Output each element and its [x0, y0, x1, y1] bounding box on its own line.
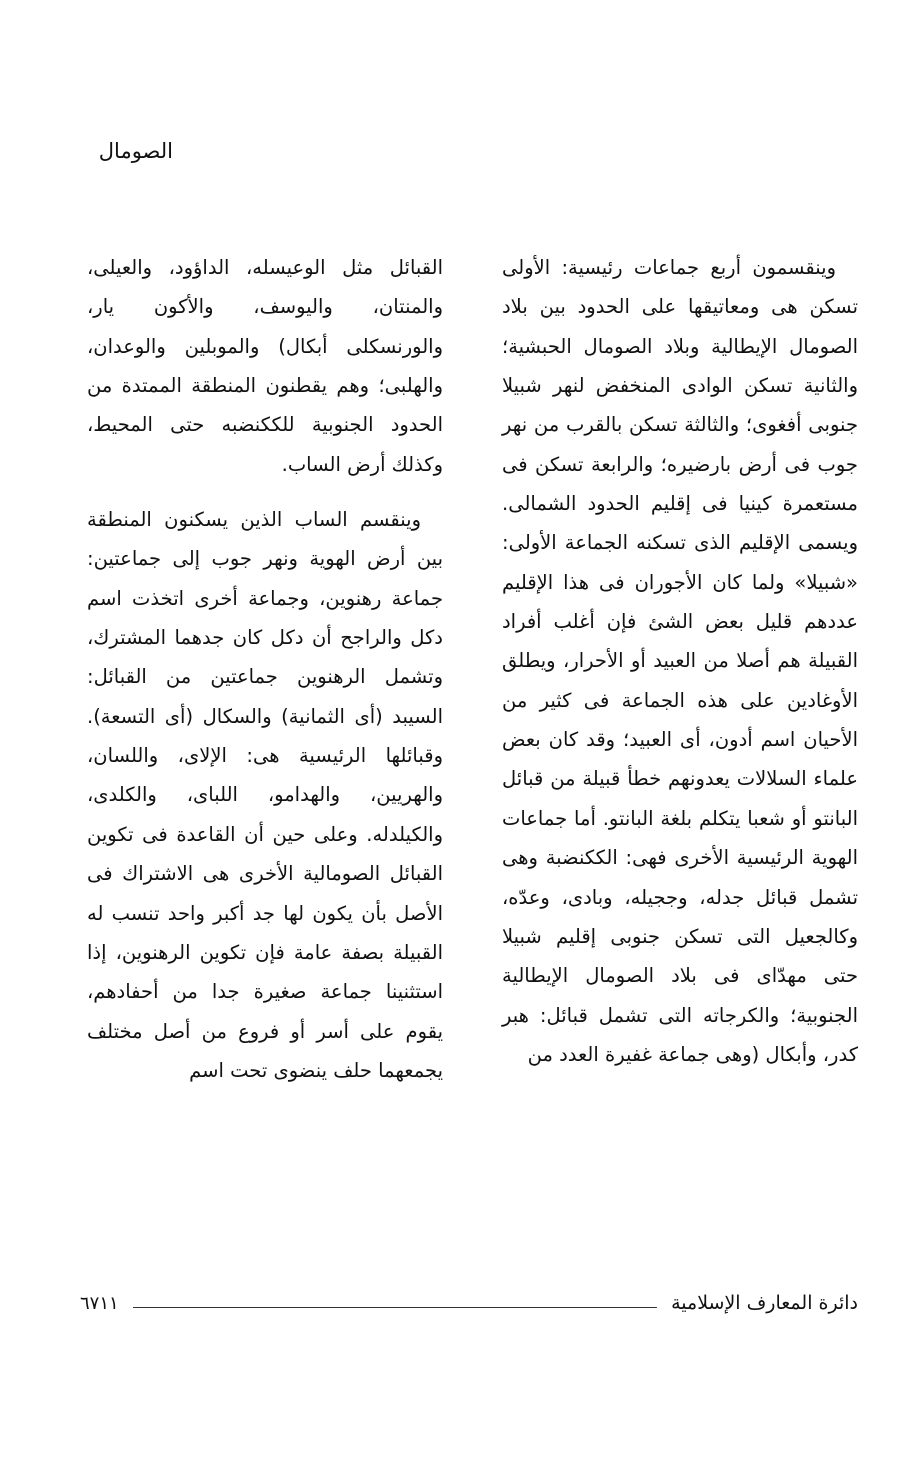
paragraph: القبائل مثل الوعيسله، الداؤود، والعيلى، والمنتان، واليوسف، والأكون يار، والورنسكلى أبكال) والموبلين والوعدان، والهلبى؛ وهم يقطنون المنطقة الممتدة من الحدود الجنوبية للككنضبه حتى المحيط، وكذلك أرض الساب. [87, 256, 443, 476]
paragraph: وينقسمون أربع جماعات رئيسية: الأولى تسكن هى ومعاتيقها على الحدود بين بلاد الصومال الإيطالية وبلاد الصومال الحبشية؛ والثانية تسكن الوادى المنخفض لنهر شبيلا جنوبى أفغوى؛ والثالثة تسكن بالقرب من نهر جوب فى أرض بارضيره؛ والرابعة تسكن فى مستعمرة كينيا فى إقليم الحدود الشمالى. ويسمى الإقليم الذى تسكنه الجماعة الأولى: «شبيلا» ولما كان الأجوران فى هذا الإقليم عددهم قليل بعض الشئ فإن أغلب أفراد القبيلة هم أصلا من العبيد أو الأحرار، ويطلق الأوغادين على هذه الجماعة فى كثير من الأحيان اسم أدون، أى العبيد؛ وقد كان بعض علماء السلالات يعدونهم خطأ قبيلة من قبائل البانتو أو شعبا يتكلم بلغة البانتو. أما جماعات الهوية الرئيسية الأخرى فهى: الككنضبة وهى تشمل قبائل جدله، وججيله، وبادى، وعدّه، وكالجعيل التى تسكن جنوبى إقليم شبيلا حتى مهدّاى فى بلاد الصومال الإيطالية الجنوبية؛ والكرجاته التى تشمل قبائل: هبر كدر، وأبكال (وهى جماعة غفيرة العدد من [502, 256, 858, 1066]
footer-publication-title: دائرة المعارف الإسلامية [671, 1292, 858, 1314]
page-number: ٦٧١١ [80, 1292, 119, 1314]
paragraph: وينقسم الساب الذين يسكنون المنطقة بين أرض الهوية ونهر جوب إلى جماعتين: جماعة رهنوين، وجماعة أخرى اتخذت اسم دكل والراجح أن دكل كان جدهما المشترك، وتشمل الرهنوين جماعتين من القبائل: السيبد (أى الثمانية) والسكال (أى التسعة). وقبائلها الرئيسية هى: الإلاى، واللسان، والهريين، والهدامو، اللباى، والكلدى، والكيلدله. وعلى حين أن القاعدة فى تكوين القبائل الصومالية الأخرى هى الاشتراك فى الأصل بأن يكون لها جد أكبر واحد تنسب له القبيلة بصفة عامة فإن تكوين الرهنوين، إذا استثنينا جماعة صغيرة جدا من أحفادهم، يقوم على أسر أو فروع من أصل مختلف يجمعهما حلف ينضوى تحت اسم [87, 508, 443, 1082]
footer-divider [133, 1307, 657, 1308]
page-footer [80, 1283, 858, 1323]
text-column-right [502, 248, 858, 1074]
text-column-left [87, 248, 443, 1090]
page-title: الصومال [98, 139, 173, 163]
